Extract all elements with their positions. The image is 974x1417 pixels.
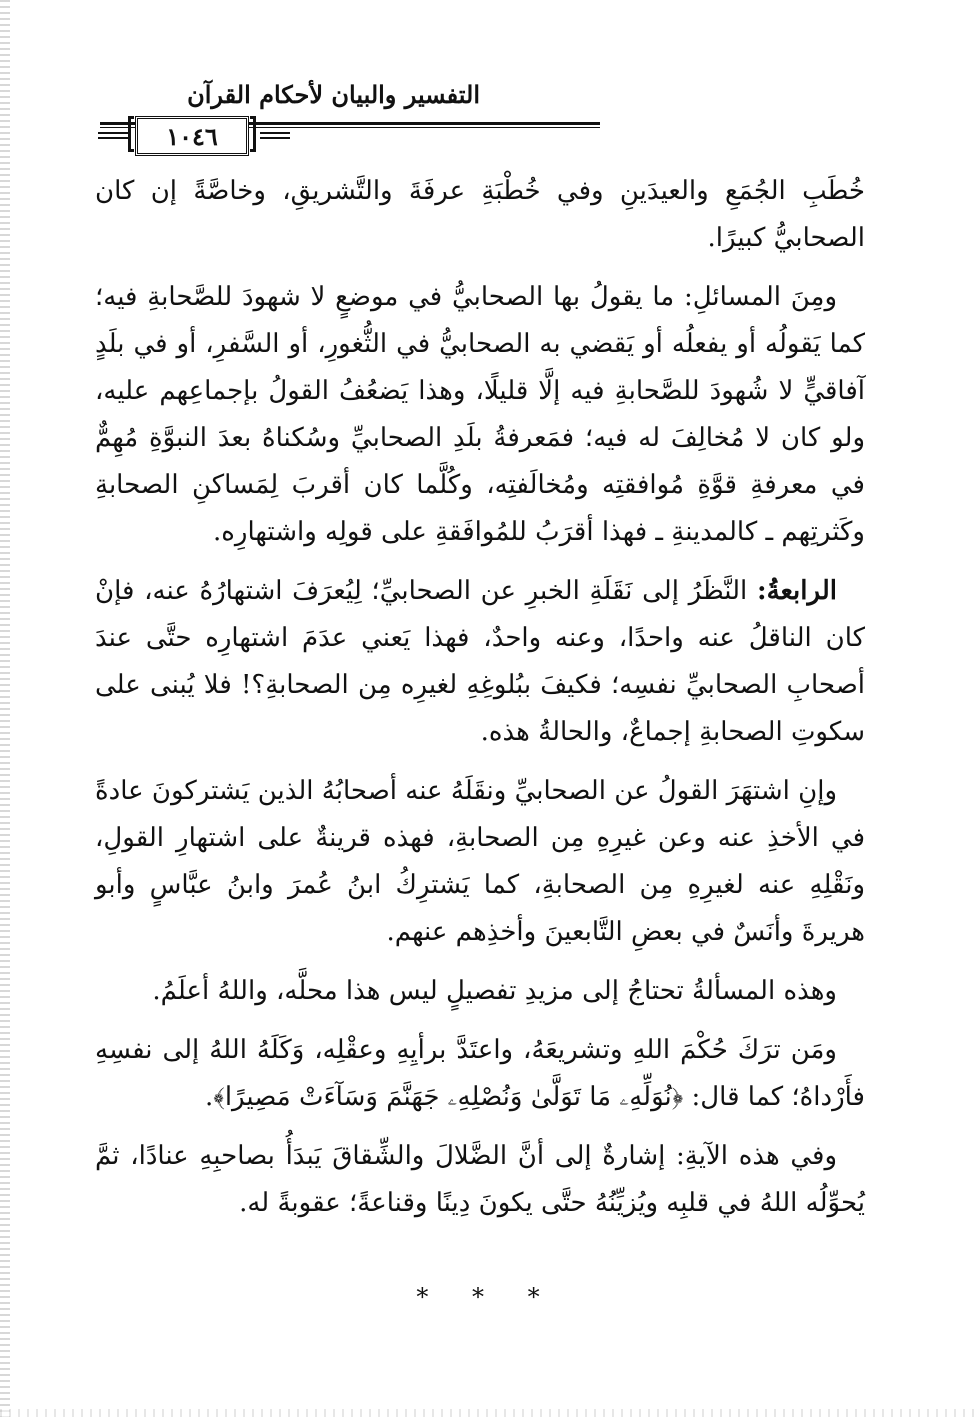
- paragraph-5: وهذه المسألةُ تحتاجُ إلى مزيدِ تفصيلٍ ليس هذا محلَّه، واللهُ أعلَمُ.: [152, 976, 837, 1006]
- paragraph-1: خُطَبِ الجُمَعِ والعيدَينِ وفي خُطْبَةِ عرفَةَ والتَّشريقِ، وخاصَّةً إن كان الصحابيُّ كبيرًا.: [95, 176, 865, 253]
- page-number: ١٠٤٦: [166, 121, 218, 151]
- page-number-box: [135, 116, 249, 156]
- paragraph-3-text: النَّظَرُ إلى نَقَلَةِ الخبرِ عن الصحابيِّ؛ لِيُعرَفَ اشتهارُهُ عنه، فإنْ كان الناقلُ عنه واحدًا، وعنه واحدٌ، فهذا يَعني عدَمَ اشتهارِه حتَّى عندَ أصحابِ الصحابيِّ نفسِه؛ فكيفَ ببُلوغِهِ لغيرِه مِن الصحابةِ؟! فلا يُبنى على سكوتِ الصحابةِ إجماعٌ، والحالةُ هذه.: [95, 576, 865, 747]
- running-title: التفسير والبيان لأحكام القرآن: [187, 80, 480, 109]
- page-body: [95, 168, 865, 1239]
- paragraph-2: ومِنَ المسائلِ: ما يقولُ بها الصحابيُّ في موضعٍ لا شهودَ للصَّحابةِ فيه؛ كما يَقولُه أو يفعلُه أو يَقضي به الصحابيُّ في الثُّغورِ، أو السَّفرِ، أو في بلَدٍ آفاقيٍّ لا شُهودَ للصَّحابةِ فيه إلَّا قليلًا، وهذا يَضعُفُ القولُ بإجماعِهم عليه، ولو كان لا مُخالِفَ له فيه؛ فمَعرفةُ بلَدِ الصحابيِّ وسُكناهُ بعدَ النبوَّةِ مُهِمٌّ في معرفةِ قوَّةِ مُوافقتِه ومُخالَفتِه، وكُلَّما كان أقربَ لِمَساكنِ الصحابةِ وكَثرتِهم ـ كالمدينةِ ـ فهذا أقرَبُ للمُوافَقةِ على قولِه واشتهارِه.: [95, 282, 865, 547]
- paragraph-6: ومَن ترَكَ حُكْمَ اللهِ وتشريعَهُ، واعتَدَّ برأيِهِ وعقْلِه، وَكَلَهُ اللهُ إلى نفسِهِ فأَرْداهُ؛ كما قال: ﴿نُوَلِّهِۦ مَا تَوَلَّىٰ وَنُصْلِهِۦ جَهَنَّمَ وَسَآءَتْ مَصِيرًا﴾.: [95, 1035, 865, 1112]
- paragraph-4: وإنِ اشتهَرَ القولُ عن الصحابيِّ ونقَلَهُ عنه أصحابُهُ الذين يَشتركونَ عادةً في الأخذِ عنه وعن غيرِهِ مِن الصحابةِ، فهذه قرينةٌ على اشتهارِ القولِ، ونَقْلِهِ عنه لغيرِهِ مِن الصحابةِ، كما يَشترِكُ ابنُ عُمرَ وابنُ عبَّاسٍ وأبو هريرةَ وأنَسٌ في بعضِ التَّابعينَ وأخذِهم عنهم.: [95, 776, 865, 947]
- header-side-rule-right: [260, 132, 290, 139]
- header-side-rule-left: [98, 132, 128, 139]
- paragraph-7: وفي هذه الآيةِ: إشارةٌ إلى أنَّ الضَّلالَ والشِّقاقَ يَبدَأُ بصاحبِهِ عنادًا، ثمَّ يُحوِّلُه اللهُ في قلبِه ويُزيِّنُهُ حتَّى يكونَ دِينًا وقناعةً؛ عقوبةً له.: [95, 1141, 865, 1218]
- scan-edge-bottom: [0, 1409, 974, 1417]
- paragraph-3: [95, 568, 865, 756]
- section-separator: * * *: [416, 1283, 558, 1311]
- paragraph-3-lead: الرابعةُ:: [756, 576, 837, 606]
- scan-edge-left: [0, 0, 10, 1417]
- page-header: [100, 80, 860, 160]
